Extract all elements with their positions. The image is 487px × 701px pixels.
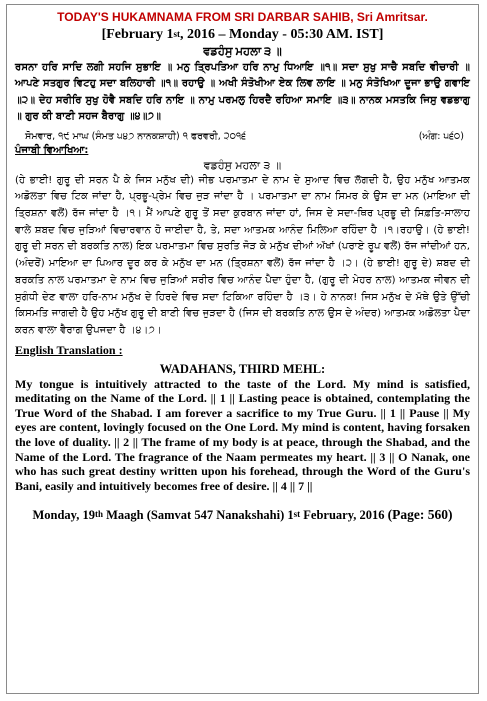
footer-date <box>15 507 470 523</box>
punjabi-translation-heading: ਵਡਹੰਸੁ ਮਹਲਾ ੩ ॥ <box>203 158 282 172</box>
date-text-end: , 2016 – Monday - 05:30 AM. IST] <box>180 27 384 42</box>
punjabi-translation-label: ਪੰਜਾਬੀ ਵਿਆਖਿਆ: <box>15 144 89 156</box>
hukamnama-page <box>6 4 479 694</box>
english-translation-text: My tongue is intuitively attracted to the taste of the Lord. My mind is satisfied, meditating on the Name of the Lord. || 1 || Lasting peace is obtained, contemplating the True Word of the Shabad. I am forever a sacrifice to my True Guru. || 1 || Pause || My eyes are content, lovingly focused on the One Lord. My mind is content, having forsaken the love of duality. || 2 || The frame of my body is at peace, through the Shabad, and the Name of the Lord. The fragrance of the Naam permeates my heart. || 3 || O Nanak, one who has such great destiny written upon his forehead, through the Word of the Guru's Bani, easily and intuitively becomes free of desire. || 4 || 7 || <box>15 376 470 493</box>
footer-text-2: Maagh (Samvat 547 Nanakshahi) 1 <box>103 508 294 523</box>
footer-suffix-2: st <box>293 509 301 520</box>
english-translation-heading: WADAHANS, THIRD MEHL: <box>159 361 326 376</box>
punjabi-page: (ਅੰਗ: ੫੬੦) <box>418 130 464 142</box>
gurbani-heading: ਵਡਹੰਸੁ ਮਹਲਾ ੩ ॥ <box>203 46 282 58</box>
date-text-start: [February 1 <box>101 27 174 42</box>
footer-text-1: Monday, 19 <box>32 508 95 523</box>
punjabi-date-row <box>15 129 470 144</box>
gurbani-text: ਰਸਨਾ ਹਰਿ ਸਾਦਿ ਲਗੀ ਸਹਜਿ ਸੁਭਾਇ ॥ ਮਨੁ ਤ੍ਰਿਪਤਿਆ ਹਰਿ ਨਾਮੁ ਧਿਆਇ ॥੧॥ ਸਦਾ ਸੁਖੁ ਸਾਚੈ ਸਬਦਿ ਵੀਚਾਰੀ ॥ ਆਪਣੇ ਸਤਗੁਰ ਵਿਟਹੁ ਸਦਾ ਬਲਿਹਾਰੀ ॥੧॥ ਰਹਾਉ ॥ ਅਖੀ ਸੰਤੋਖੀਆ ਏਕ ਲਿਵ ਲਾਇ ॥ ਮਨੁ ਸੰਤੋਖਿਆ ਦੂਜਾ ਭਾਉ ਗਵਾਇ ॥੨॥ ਦੇਹ ਸਰੀਰਿ ਸੁਖੁ ਹੋਵੈ ਸਬਦਿ ਹਰਿ ਨਾਇ ॥ ਨਾਮੁ ਪਰਮਲੁ ਹਿਰਦੈ ਰਹਿਆ ਸਮਾਇ ॥੩॥ ਨਾਨਕ ਮਸਤਕਿ ਜਿਸੁ ਵਡਭਾਗੁ ॥ ਗੁਰ ਕੀ ਬਾਣੀ ਸਹਜ ਬੈਰਾਗੁ ॥੪॥੭॥ <box>15 62 470 123</box>
footer-text-3: February, 2016 <box>300 508 388 523</box>
footer-suffix-1: th <box>94 509 103 520</box>
page-title: TODAY'S HUKAMNAMA FROM SRI DARBAR SAHIB, Sri Amritsar. <box>57 10 428 24</box>
footer-page: (Page: 560) <box>387 507 453 523</box>
english-translation-label: English Translation : <box>15 342 123 357</box>
punjabi-date: ਸੋਮਵਾਰ, ੧੯ ਮਾਘ (ਸੰਮਤ ੫੪੭ ਨਾਨਕਸ਼ਾਹੀ) ੧ ਫਰਵਰੀ, ੨੦੧੬ <box>25 130 247 142</box>
page-date <box>15 26 470 44</box>
date-suffix: st <box>173 29 181 39</box>
punjabi-translation-text: (ਹੇ ਭਾਈ! ਗੁਰੂ ਦੀ ਸਰਨ ਪੈ ਕੇ ਜਿਸ ਮਨੁੱਖ ਦੀ) ਜੀਭ ਪਰਮਾਤਮਾ ਦੇ ਨਾਮ ਦੇ ਸੁਆਦ ਵਿਚ ਲੱਗਦੀ ਹੈ, ਉਹ ਮਨੁੱਖ ਆਤਮਕ ਅਡੋਲਤਾ ਵਿਚ ਟਿਕ ਜਾਂਦਾ ਹੈ, ਪ੍ਰਭੂ-ਪ੍ਰੇਮ ਵਿਚ ਜੁੜ ਜਾਂਦਾ ਹੈ । ਪਰਮਾਤਮਾ ਦਾ ਨਾਮ ਸਿਮਰ ਕੇ ਉਸ ਦਾ ਮਨ (ਮਾਇਆ ਦੀ ਤ੍ਰਿਸ਼ਨਾ ਵਲੋਂ) ਰੱਜ ਜਾਂਦਾ ਹੈ ।੧। ਮੈਂ ਆਪਣੇ ਗੁਰੂ ਤੋਂ ਸਦਾ ਕੁਰਬਾਨ ਜਾਂਦਾ ਹਾਂ, ਜਿਸ ਦੇ ਸਦਾ-ਥਿਰ ਪ੍ਰਭੂ ਦੀ ਸਿਫ਼ਤਿ-ਸਾਲਾਹ ਵਾਲੇ ਸ਼ਬਦ ਵਿਚ ਜੁੜਿਆਂ ਵਿਚਾਰਵਾਨ ਹੋ ਜਾਈਦਾ ਹੈ, ਤੇ, ਸਦਾ ਆਤਮਕ ਆਨੰਦ ਮਿਲਿਆ ਰਹਿੰਦਾ ਹੈ ।੧।ਰਹਾਉ। (ਹੇ ਭਾਈ! ਗੁਰੂ ਦੀ ਸਰਨ ਦੀ ਬਰਕਤਿ ਨਾਲ) ਇਕ ਪਰਮਾਤਮਾ ਵਿਚ ਸੁਰਤਿ ਜੋੜ ਕੇ ਮਨੁੱਖ ਦੀਆਂ ਅੱਖਾਂ (ਪਰਾਏ ਰੂਪ ਵਲੋਂ) ਰੱਜ ਜਾਂਦੀਆਂ ਹਨ, (ਅੰਦਰੋਂ) ਮਾਇਆ ਦਾ ਪਿਆਰ ਦੂਰ ਕਰ ਕੇ ਮਨੁੱਖ ਦਾ ਮਨ (ਤ੍ਰਿਸ਼ਨਾ ਵਲੋਂ) ਰੱਜ ਜਾਂਦਾ ਹੈ ।੨। (ਹੇ ਭਾਈ! ਗੁਰੂ ਦੇ) ਸ਼ਬਦ ਦੀ ਬਰਕਤਿ ਨਾਲ ਪਰਮਾਤਮਾ ਦੇ ਨਾਮ ਵਿਚ ਜੁੜਿਆਂ ਸਰੀਰ ਵਿਚ ਆਨੰਦ ਪੈਦਾ ਹੁੰਦਾ ਹੈ, (ਗੁਰੂ ਦੀ ਮੇਹਰ ਨਾਲ) ਆਤਮਕ ਜੀਵਨ ਦੀ ਸੁਗੰਧੀ ਦੇਣ ਵਾਲਾ ਹਰਿ-ਨਾਮ ਮਨੁੱਖ ਦੇ ਹਿਰਦੇ ਵਿਚ ਸਦਾ ਟਿਕਿਆ ਰਹਿੰਦਾ ਹੈ ।੩। ਹੇ ਨਾਨਕ! ਜਿਸ ਮਨੁੱਖ ਦੇ ਮੱਥੇ ਉਤੇ ਉੱਚੀ ਕਿਸਮਤਿ ਜਾਗਦੀ ਹੈ ਉਹ ਮਨੁੱਖ ਗੁਰੂ ਦੀ ਬਾਣੀ ਵਿਚ ਜੁੜਦਾ ਹੈ (ਜਿਸ ਦੀ ਬਰਕਤਿ ਨਾਲ ਉਸ ਦੇ ਅੰਦਰ) ਆਤਮਕ ਅਡੋਲਤਾ ਪੈਦਾ ਕਰਨ ਵਾਲਾ ਵੈਰਾਗ ਉਪਜਦਾ ਹੈ ।੪।੭। <box>15 174 470 336</box>
